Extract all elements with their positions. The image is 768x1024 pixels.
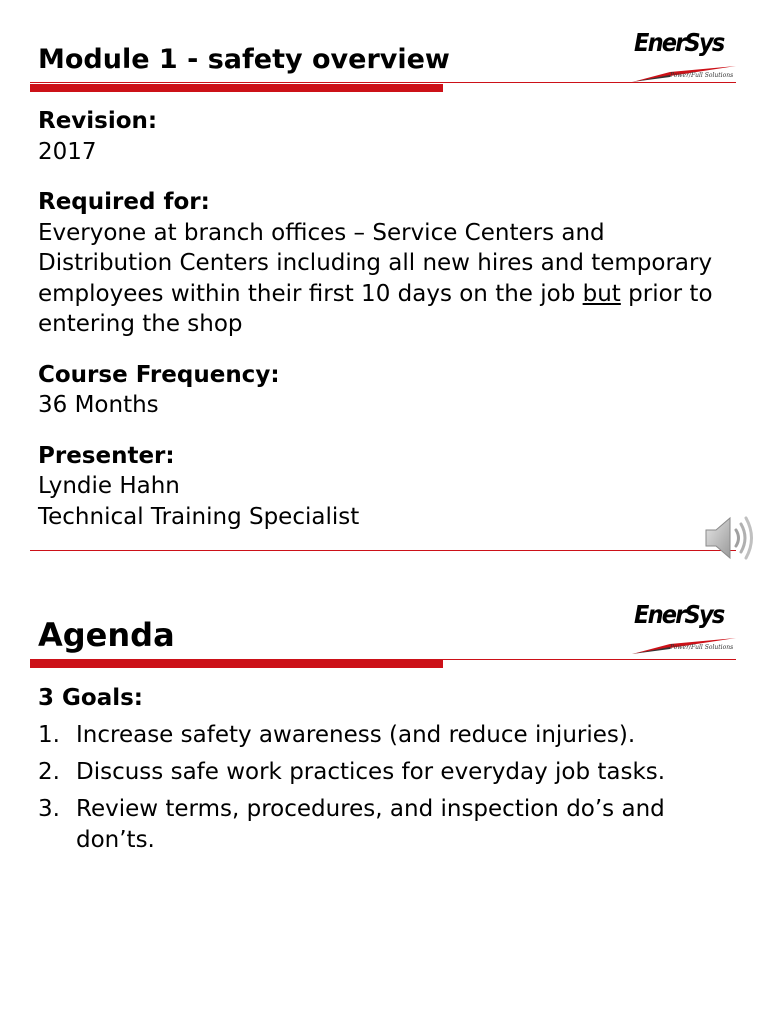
goal-item [38,720,728,751]
presenter-block [38,441,718,533]
presenter-name: Lyndie Hahn [38,473,180,499]
frequency-block [38,360,718,421]
revision-label: Revision: [38,108,158,134]
required-for-underlined: but [582,280,621,307]
title-rule-thick [30,84,443,92]
speaker-icon[interactable] [700,512,756,564]
agenda-content [38,683,728,862]
slide-title: Module 1 - safety overview [38,44,450,75]
revision-value: 2017 [38,138,97,165]
required-for-block [38,187,718,340]
slide-divider [30,550,736,551]
enersys-logo [630,28,740,84]
enersys-logo [630,600,740,656]
goal-number: 3. [38,796,60,822]
logo-tagline: Power/Full Solutions [670,644,734,651]
goal-text: Increase safety awareness (and reduce injuries). [76,722,636,748]
logo-tagline: Power/Full Solutions [670,72,734,79]
required-for-text-start: Everyone at branch offices – Service Centers and Distribution Centers including all new hires and temporary employees within their first 10 days on the job [38,219,713,307]
logo-wordmark: EnerSys [634,600,724,629]
title-rule-thick [30,660,443,668]
slide-agenda [0,570,768,1024]
logo-wordmark: EnerSys [634,28,724,57]
frequency-value: 36 Months [38,392,159,418]
goal-text: Discuss safe work practices for everyday job tasks. [76,759,666,785]
slide-title: Agenda [38,616,175,654]
presenter-role: Technical Training Specialist [38,503,360,530]
course-details [38,106,718,552]
goals-label: 3 Goals: [38,685,143,711]
required-for-text [38,218,718,340]
presenter-label: Presenter: [38,442,175,469]
goal-number: 2. [38,759,60,785]
frequency-label: Course Frequency: [38,361,280,388]
goal-item [38,794,728,856]
required-for-text-end: prior to entering the shop [38,280,713,337]
goal-text: Review terms, procedures, and inspection do’s and don’ts. [76,796,665,853]
goal-item [38,757,728,788]
goal-number: 1. [38,722,60,748]
required-for-label: Required for: [38,189,210,215]
revision-block [38,106,718,167]
